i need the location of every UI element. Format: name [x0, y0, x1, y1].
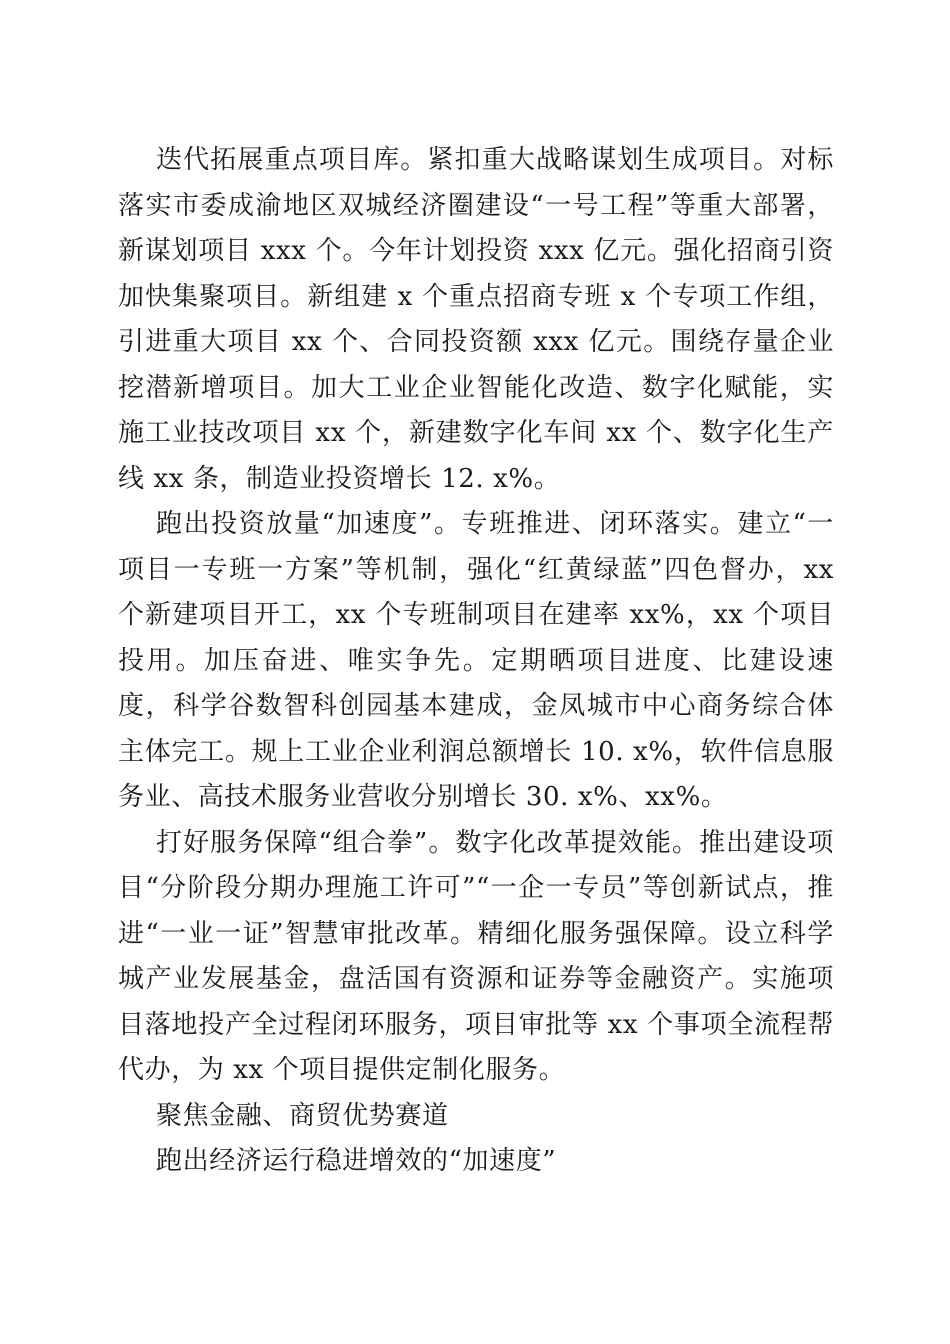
paragraph-project-library: 迭代拓展重点项目库。紧扣重大战略谋划生成项目。对标落实市委成渝地区双城经济圈建设“一号工程”等重大部署，新谋划项目 xxx 个。今年计划投资 xxx 亿元。强化招商引资加快集聚项目。新组建 x 个重点招商专班 x 个专项工作组，引进重大项目 xx 个、合同投资额 xxx 亿元。围绕存量企业挖潜新增项目。加大工业企业智能化改造、数字化赋能，实施工业技改项目 xx 个，新建数字化车间 xx 个、数字化生产线 xx 条，制造业投资增长 12. x%。 — [118, 145, 834, 494]
section-heading-economic-acceleration: 跑出经济运行稳进增效的“加速度” — [156, 1146, 557, 1176]
document-page — [118, 138, 834, 1185]
paragraph-investment-acceleration: 跑出投资放量“加速度”。专班推进、闭环落实。建立“一项目一专班一方案”等机制，强化“红黄绿蓝”四色督办，xx 个新建项目开工，xx 个专班制项目在建率 xx%，xx 个项目投用。加压奋进、唯实争先。定期晒项目进度、比建设速度，科学谷数智科创园基本建成，金凤城市中心商务综合体主体完工。规上工业企业利润总额增长 10. x%，软件信息服务业、高技术服务业营收分别增长 30. x%、xx%。 — [118, 509, 834, 812]
paragraph-service-guarantee: 打好服务保障“组合拳”。数字化改革提效能。推出建设项目“分阶段分期办理施工许可”“一企一专员”等创新试点，推进“一业一证”智慧审批改革。精细化服务强保障。设立科学城产业发展基金，盘活国有资源和证券等金融资产。实施项目落地投产全过程闭环服务，项目审批等 xx 个事项全流程帮代办，为 xx 个项目提供定制化服务。 — [118, 827, 834, 1085]
section-heading-finance-trade: 聚焦金融、商贸优势赛道 — [156, 1100, 449, 1131]
